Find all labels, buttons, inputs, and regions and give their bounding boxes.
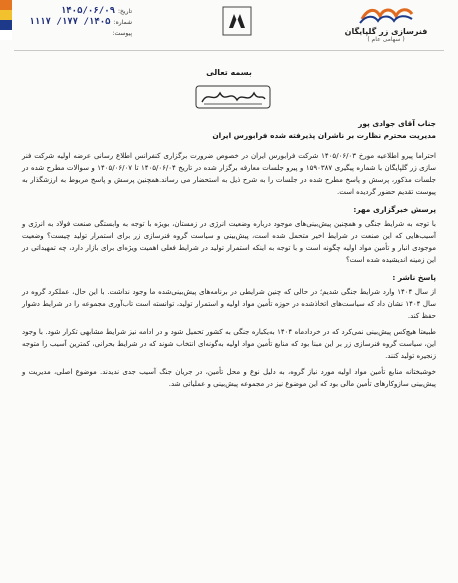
date-row [22, 6, 132, 17]
header-divider [14, 50, 444, 51]
calligraphy-emblem-icon [194, 84, 272, 110]
answer-title: پاسخ ناشر : [392, 273, 436, 282]
company-type: ( سهامی عام ) [367, 36, 405, 43]
stripe-white [0, 30, 12, 40]
attachment-label: پیوست: [112, 30, 132, 37]
addressee-position: مدیریت محترم نظارت بر ناشران پذیرفته شده فرابورس ایران [212, 131, 436, 140]
date-label: تاریخ: [118, 8, 132, 15]
answer-paragraph-2: طبیعتا هیچ‌کس پیش‌بینی نمی‌کرد که در خردادماه ۱۴۰۴ به‌یکباره جنگی به کشور تحمیل شود و در ادامه نیز شرایط مشابهی تکرار شود. با وجود این، سیاست گروه فنرسازی زر بر این مبنا بود که منابع تأمین مواد اولیه به‌گونه‌ای انتخاب شوند که در شرایط بحرانی، کمترین آسیب را متوجه زنجیره تولید کنند. [22, 328, 436, 360]
date-value: ۱۴۰۵/۰۶/۰۹ [60, 6, 116, 16]
answer-paragraph-1: از سال ۱۴۰۴ وارد شرایط جنگی شدیم؛ در حالی که چنین شرایطی در برنامه‌های پیش‌بینی‌شده ما وجود نداشت. با این حال، عملکرد گروه در سال ۱۴۰۴ نشان داد که سیاست‌های اتخاذشده در حوزه تأمین مواد اولیه و استمرار تولید، توانسته است تاب‌آوری مجموعه را در شرایط دشوار حفظ کند. [22, 288, 437, 320]
answer-paragraph-3: خوشبختانه منابع تأمین مواد اولیه مورد نیاز گروه، به دلیل نوع و محل تأمین، در جریان جنگ آسیب جدی ندیدند. موضوع اصلی، مدیریت و پیش‌بینی سازوکارهای تأمین مالی بود که این موضوع نیز در مجموعه پیش‌بینی و عملیاتی شد. [22, 368, 436, 388]
color-stripes [0, 0, 12, 40]
stripe-orange [0, 0, 12, 10]
stripe-blue [0, 20, 12, 30]
number-row [22, 17, 132, 28]
number-label: شماره: [113, 19, 132, 26]
number-value: ۱۴۰۵/ ۱۷۷/ ۱۱۱۷ [29, 17, 111, 27]
company-brand [326, 4, 446, 43]
intro-paragraph: احتراما پیرو اطلاعیه مورخ ۱۴۰۵/۰۶/۰۳ شرکت فرابورس ایران در خصوص ضرورت برگزاری کنفرانس اطلاع رسانی عرضه اولیه شرکت فنر سازی زر گلپایگان با شماره پیگیری ۱۵۹۰۳۸۷ و پیرو جلسات معارفه برگزار شده در تاریخ ۱۴۰۵/۰۶/۰۴ تا ۱۴۰۵/۰۶/۰۷ و سوالات مطرح شده در جلسات مذکور، پرسش و پاسخ مطرح شده در جلسات را به شرح ذیل به استحضار می رساند.همچنین پرسش و پاسخ مربوط به ارزشگذار به پیوست تقدیم حضور گردیده است. [22, 152, 436, 196]
question-title: پرسش خبرگزاری مهر: [353, 205, 436, 214]
stripe-yellow [0, 10, 12, 20]
letter-meta [22, 6, 132, 39]
question-paragraph: با توجه به شرایط جنگی و همچنین پیش‌بینی‌های موجود درباره وضعیت انرژی در زمستان، بویژه با توجه به وابستگی صنعت فولاد به انرژی و آسیب‌هایی که این صنعت در شرایط اخیر متحمل شده است، پیش‌بینی و سیاست گروه فنرسازی زر برای استمرار تولید چیست؟ وضعیت موجودی انبار و تأمین مواد اولیه چگونه است و با توجه به اینکه استمرار تولید در شرایط فعلی اهمیت ویژه‌ای برای بازار دارد، چه تمهیداتی در این زمینه اندیشیده شده است؟ [22, 220, 436, 264]
company-name: فنرسازی زر گلپایگان [344, 27, 428, 36]
addressee: جناب آقای جوادی پور [358, 119, 436, 128]
attachment-row [22, 28, 132, 39]
group-emblem-icon [222, 6, 252, 36]
bismillah: بسمه تعالی [206, 68, 252, 77]
company-logo-icon [358, 4, 414, 26]
letter-body [22, 118, 436, 394]
